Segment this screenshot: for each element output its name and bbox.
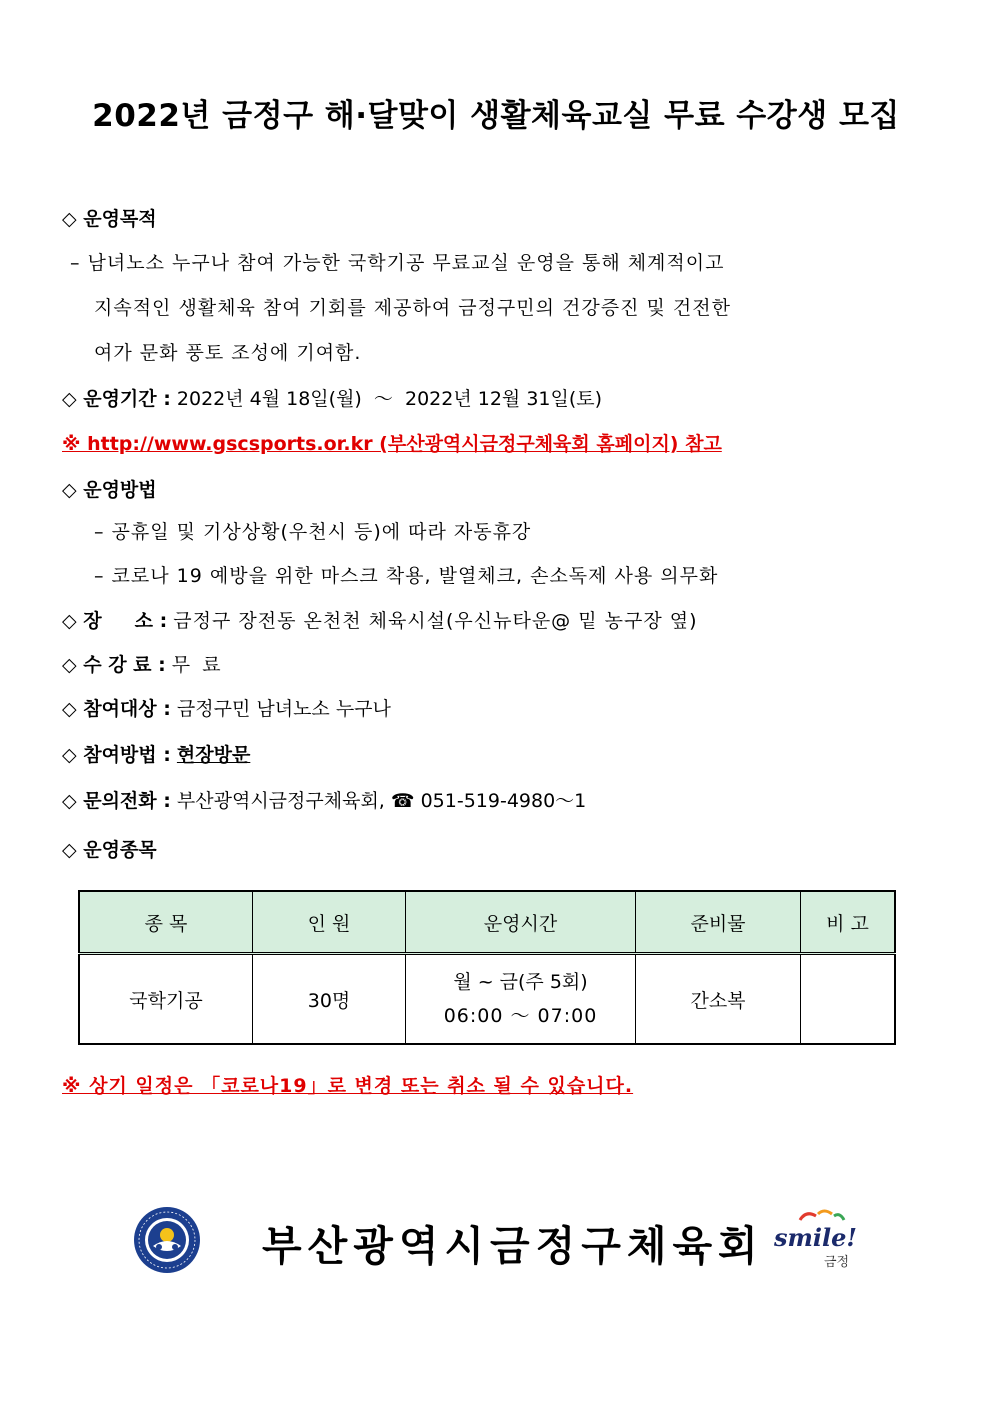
participation-row <box>62 742 250 768</box>
period-label: ◇ 운영기간 : <box>62 388 171 410</box>
schedule-warning: ※ 상기 일정은 「코로나19」로 변경 또는 취소 될 수 있습니다. <box>62 1075 634 1097</box>
org-name: 부산광역시금정구체육회 <box>262 1222 764 1270</box>
purpose-label: ◇ 운영목적 <box>62 208 157 230</box>
col-header-count: 인 원 <box>253 891 406 954</box>
svg-text:smile!: smile! <box>774 1223 857 1252</box>
method-label: ◇ 운영방법 <box>62 479 157 501</box>
fee-value: 무 료 <box>171 654 221 676</box>
purpose-line-2: 지속적인 생활체육 참여 기회를 제공하여 금정구민의 건강증진 및 건전한 <box>94 297 731 319</box>
method-item-1: – 공휴일 및 기상상황(우천시 등)에 따라 자동휴강 <box>94 521 532 543</box>
program-count: 30명 <box>253 954 406 1045</box>
programs-table <box>78 890 896 1045</box>
fee-row <box>62 652 221 678</box>
target-row <box>62 696 391 722</box>
period-value: 2022년 4월 18일(월) ～ 2022년 12월 31일(토) <box>176 388 603 410</box>
program-note <box>801 954 896 1045</box>
target-label: ◇ 참여대상 : <box>62 698 171 720</box>
footer <box>0 1200 992 1310</box>
col-header-name: 종 목 <box>79 891 253 954</box>
purpose-line-3: 여가 문화 풍토 조성에 기여함. <box>94 342 362 364</box>
place-row <box>62 608 698 634</box>
place-label: ◇ 장 소 : <box>62 610 168 632</box>
method-item-2: – 코로나 19 예방을 위한 마스크 착용, 발열체크, 손소독제 사용 의무화 <box>94 565 719 587</box>
smile-geumjeong-logo-icon <box>772 1208 862 1272</box>
contact-label: ◇ 문의전화 : <box>62 790 171 812</box>
place-value: 금정구 장전동 온천천 체육시설(우신뉴타운@ 밑 농구장 옆) <box>173 610 698 632</box>
participation-value: 현장방문 <box>176 744 251 766</box>
purpose-line-1: – 남녀노소 누구나 참여 가능한 국학기공 무료교실 운영을 통해 체계적이고 <box>70 252 725 274</box>
col-header-note: 비 고 <box>801 891 896 954</box>
fee-label: ◇ 수 강 료 : <box>62 654 166 676</box>
website-notice[interactable]: ※ http://www.gscsports.or.kr (부산광역시금정구체육회 홈페이지) 참고 <box>62 433 722 455</box>
program-days: 월 ~ 금(주 5회) <box>453 971 588 993</box>
participation-label: ◇ 참여방법 : <box>62 744 171 766</box>
org-seal-icon <box>133 1206 201 1274</box>
program-name: 국학기공 <box>79 954 253 1045</box>
programs-label: ◇ 운영종목 <box>62 839 157 861</box>
program-supplies: 간소복 <box>636 954 801 1045</box>
contact-value: 부산광역시금정구체육회, ☎ 051-519-4980～1 <box>176 790 587 812</box>
page-title: 2022년 금정구 해·달맞이 생활체육교실 무료 수강생 모집 <box>92 98 900 134</box>
table-header-row <box>79 891 895 954</box>
col-header-time: 운영시간 <box>406 891 636 954</box>
program-time: 06:00 ～ 07:00 <box>443 1005 598 1027</box>
program-schedule-cell <box>406 954 636 1045</box>
period-row <box>62 386 602 412</box>
col-header-supplies: 준비물 <box>636 891 801 954</box>
contact-row <box>62 788 586 814</box>
table-row <box>79 954 895 1045</box>
target-value: 금정구민 남녀노소 누구나 <box>176 698 391 720</box>
svg-text:금정: 금정 <box>824 1255 850 1270</box>
